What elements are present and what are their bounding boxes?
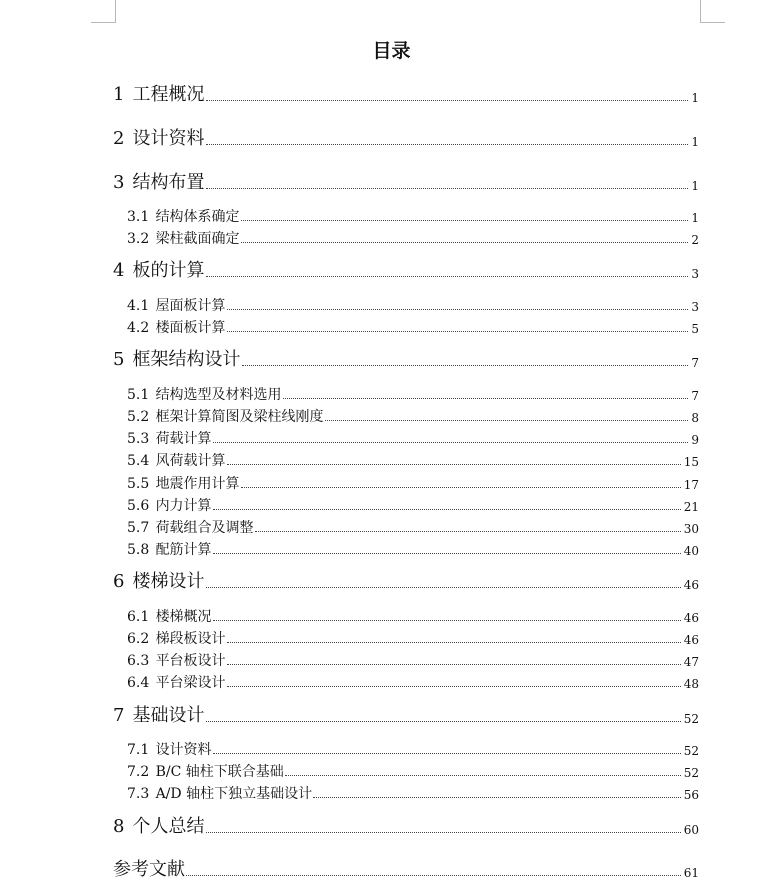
toc-leader-dots bbox=[227, 686, 681, 687]
crop-mark-top-left bbox=[91, 0, 116, 23]
toc-leader-dots bbox=[227, 464, 681, 465]
toc-leader-dots bbox=[283, 398, 689, 399]
toc-page-number: 1 bbox=[691, 91, 699, 105]
toc-entry-label: 7 基础设计 bbox=[113, 705, 205, 726]
toc-subentry[interactable] bbox=[127, 644, 699, 668]
toc-page-number: 56 bbox=[683, 788, 699, 802]
toc-page-number: 2 bbox=[691, 233, 699, 247]
toc-entry-label: 3.2 梁柱截面确定 bbox=[127, 231, 240, 247]
toc-page-number: 46 bbox=[683, 578, 699, 592]
toc-entry-label: 4 板的计算 bbox=[113, 260, 205, 281]
toc-page-number: 7 bbox=[691, 356, 699, 370]
toc-subentry[interactable] bbox=[127, 622, 699, 646]
toc-page-number: 3 bbox=[691, 267, 699, 281]
toc-entry-label: 7.2 B/C 轴柱下联合基础 bbox=[127, 764, 284, 780]
toc-entry-label: 5.6 内力计算 bbox=[127, 498, 212, 514]
toc-entry-label: 7.1 设计资料 bbox=[127, 742, 212, 758]
toc-page-number: 5 bbox=[691, 322, 699, 336]
toc-entry[interactable] bbox=[113, 256, 699, 280]
toc-leader-dots bbox=[206, 832, 681, 833]
toc-leader-dots bbox=[206, 587, 681, 588]
toc-entry-label: 5.4 风荷载计算 bbox=[127, 453, 226, 469]
toc-leader-dots bbox=[227, 309, 689, 310]
toc-subentry[interactable] bbox=[127, 422, 699, 446]
toc-entry-label: 5.5 地震作用计算 bbox=[127, 476, 240, 492]
toc-entry[interactable] bbox=[113, 812, 699, 836]
toc-leader-dots bbox=[213, 509, 681, 510]
toc-entry[interactable] bbox=[113, 701, 699, 725]
toc-subentry[interactable] bbox=[127, 511, 699, 535]
toc-leader-dots bbox=[255, 531, 681, 532]
toc-subentry[interactable] bbox=[127, 666, 699, 690]
toc-leader-dots bbox=[241, 220, 689, 221]
toc-subentry[interactable] bbox=[127, 222, 699, 246]
toc-page-number: 47 bbox=[683, 655, 699, 669]
toc-entry[interactable] bbox=[113, 567, 699, 591]
toc-page-number: 7 bbox=[691, 389, 699, 403]
toc-leader-dots bbox=[227, 331, 689, 332]
toc-page-number: 52 bbox=[683, 744, 699, 758]
toc-entry-label: 4.2 楼面板计算 bbox=[127, 320, 226, 336]
toc-page-number: 15 bbox=[683, 455, 699, 469]
toc-subentry[interactable] bbox=[127, 777, 699, 801]
toc-page-number: 30 bbox=[683, 522, 699, 536]
toc-leader-dots bbox=[227, 642, 681, 643]
toc-entry-label: 参考文献 bbox=[113, 859, 185, 880]
toc-entry[interactable] bbox=[113, 345, 699, 369]
toc-leader-dots bbox=[213, 553, 681, 554]
toc-entry-label: 6 楼梯设计 bbox=[113, 571, 205, 592]
toc-leader-dots bbox=[285, 775, 681, 776]
toc-subentry[interactable] bbox=[127, 600, 699, 624]
toc-entry[interactable] bbox=[113, 124, 699, 148]
crop-mark-top-right bbox=[700, 0, 725, 23]
toc-leader-dots bbox=[242, 365, 689, 366]
toc-page-number: 1 bbox=[691, 135, 699, 149]
toc-entry-label: 6.4 平台梁设计 bbox=[127, 675, 226, 691]
toc-entry-label: 2 设计资料 bbox=[113, 128, 205, 149]
toc-page-number: 52 bbox=[683, 712, 699, 726]
toc-leader-dots bbox=[206, 100, 689, 101]
toc-leader-dots bbox=[325, 420, 689, 421]
toc-subentry[interactable] bbox=[127, 489, 699, 513]
toc-page-number: 60 bbox=[683, 823, 699, 837]
toc-subentry[interactable] bbox=[127, 733, 699, 757]
toc-entry[interactable] bbox=[113, 80, 699, 104]
toc-page-number: 48 bbox=[683, 677, 699, 691]
toc-page-number: 17 bbox=[683, 478, 699, 492]
toc-page-number: 21 bbox=[683, 500, 699, 514]
toc-leader-dots bbox=[206, 188, 689, 189]
toc-entry-label: 6.3 平台板设计 bbox=[127, 653, 226, 669]
toc-page-number: 52 bbox=[683, 766, 699, 780]
toc-page-number: 40 bbox=[683, 544, 699, 558]
toc-entry-label: 6.2 梯段板设计 bbox=[127, 631, 226, 647]
toc-leader-dots bbox=[206, 144, 689, 145]
toc-leader-dots bbox=[213, 620, 681, 621]
toc-page-number: 8 bbox=[691, 411, 699, 425]
toc-page-number: 61 bbox=[683, 866, 699, 880]
toc-leader-dots bbox=[241, 487, 681, 488]
toc-subentry[interactable] bbox=[127, 444, 699, 468]
toc-page-number: 46 bbox=[683, 633, 699, 647]
toc-subentry[interactable] bbox=[127, 289, 699, 313]
toc-page-number: 46 bbox=[683, 611, 699, 625]
toc-entry-label: 5.3 荷载计算 bbox=[127, 431, 212, 447]
page-title: 目录 bbox=[372, 40, 411, 62]
toc-page-number: 9 bbox=[691, 433, 699, 447]
toc-entry-label: 3.1 结构体系确定 bbox=[127, 209, 240, 225]
toc-entry[interactable] bbox=[113, 168, 699, 192]
toc-entry-label: 5.7 荷载组合及调整 bbox=[127, 520, 254, 536]
toc-entry-label: 5.2 框架计算简图及梁柱线刚度 bbox=[127, 409, 324, 425]
toc-page-number: 3 bbox=[691, 300, 699, 314]
toc-entry-label: 4.1 屋面板计算 bbox=[127, 298, 226, 314]
toc-entry-label: 7.3 A/D 轴柱下独立基础设计 bbox=[127, 786, 313, 802]
toc-entry-label: 1 工程概况 bbox=[113, 84, 205, 105]
toc-subentry[interactable] bbox=[127, 378, 699, 402]
toc-entry-label: 5 框架结构设计 bbox=[113, 349, 241, 370]
toc-entry-label: 6.1 楼梯概况 bbox=[127, 609, 212, 625]
toc-subentry[interactable] bbox=[127, 400, 699, 424]
toc-leader-dots bbox=[186, 875, 681, 876]
toc-entry-label: 8 个人总结 bbox=[113, 816, 205, 837]
toc-leader-dots bbox=[227, 664, 681, 665]
toc-leader-dots bbox=[213, 753, 681, 754]
toc-entry-label: 5.1 结构选型及材料选用 bbox=[127, 387, 282, 403]
toc-leader-dots bbox=[206, 721, 681, 722]
toc-leader-dots bbox=[213, 442, 689, 443]
toc-leader-dots bbox=[241, 242, 689, 243]
toc-entry[interactable] bbox=[113, 855, 699, 879]
toc-entry-label: 3 结构布置 bbox=[113, 172, 205, 193]
toc-subentry[interactable] bbox=[127, 755, 699, 779]
toc-page-number: 1 bbox=[691, 179, 699, 193]
toc-entry-label: 5.8 配筋计算 bbox=[127, 542, 212, 558]
toc-subentry[interactable] bbox=[127, 200, 699, 224]
toc-subentry[interactable] bbox=[127, 533, 699, 557]
toc-leader-dots bbox=[313, 797, 681, 798]
toc-leader-dots bbox=[206, 276, 689, 277]
toc-subentry[interactable] bbox=[127, 467, 699, 491]
toc-subentry[interactable] bbox=[127, 311, 699, 335]
toc-page-number: 1 bbox=[691, 211, 699, 225]
